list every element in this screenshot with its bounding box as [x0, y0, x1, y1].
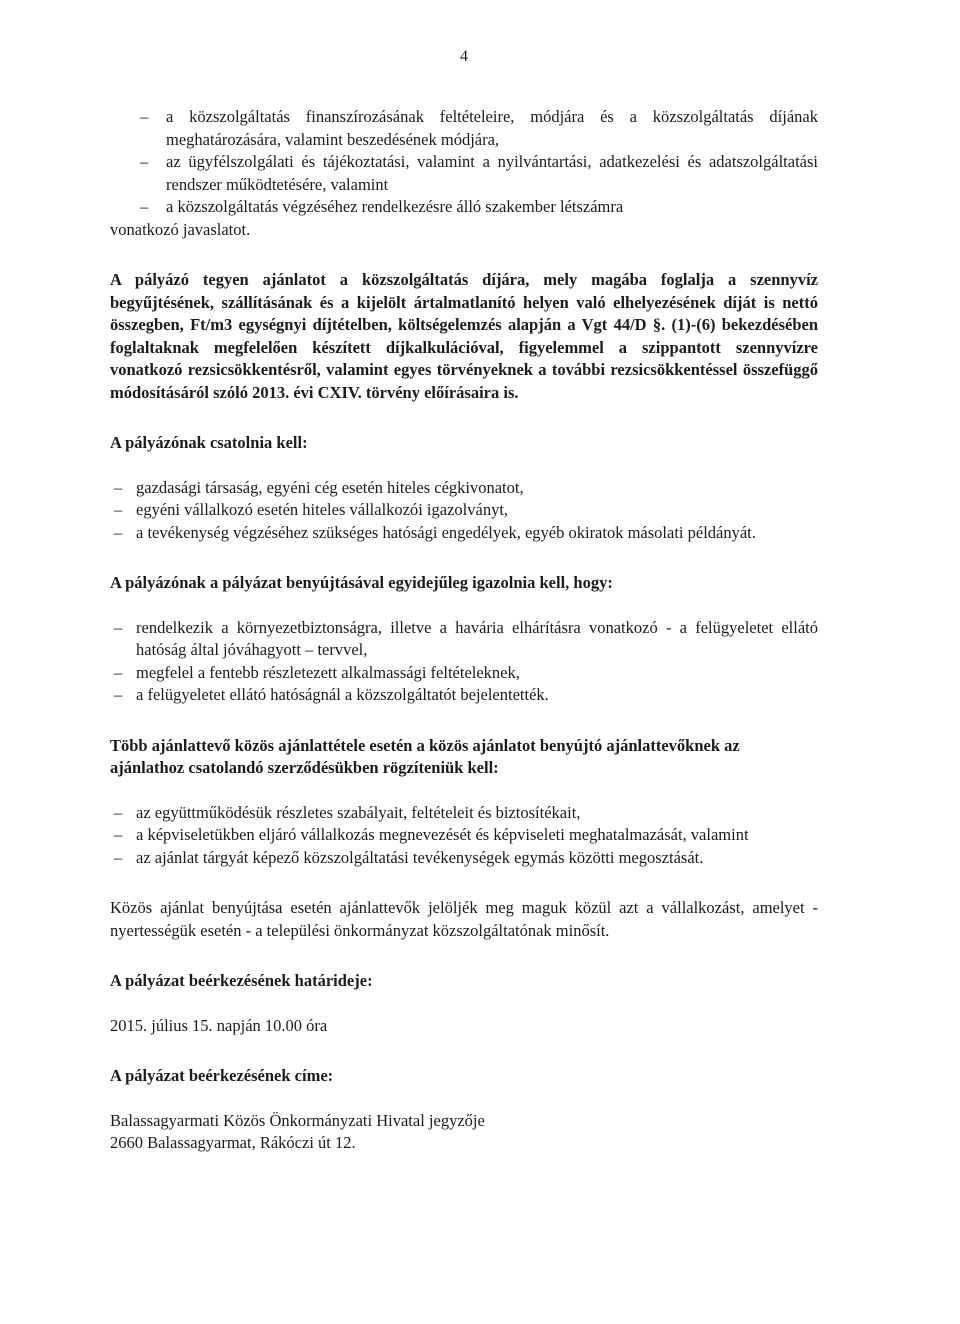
deadline-heading: A pályázat beérkezésének határideje: [110, 971, 373, 990]
list-item: – a közszolgáltatás finanszírozásának feltételeire, módjára és a közszolgáltatás díjának meghatározására, valamint beszedésének módjára, [110, 106, 818, 151]
certification-heading: A pályázónak a pályázat benyújtásával egyidejűleg igazolnia kell, hogy: [110, 573, 613, 592]
list-item: – a tevékenység végzéséhez szükséges hatósági engedélyek, egyéb okiratok másolati példányát. [110, 522, 818, 545]
list-item: – a felügyeletet ellátó hatóságnál a közszolgáltatót bejelentették. [110, 684, 818, 707]
list-item: – gazdasági társaság, egyéni cég esetén hiteles cégkivonatot, [110, 477, 818, 500]
proposal-list [110, 106, 818, 219]
address-heading: A pályázat beérkezésének címe: [110, 1066, 334, 1085]
fee-offer-paragraph: A pályázó tegyen ajánlatot a közszolgáltatás díjára, mely magába foglalja a szennyvíz begyűjtésének, szállításának és a kijelölt ártalmatlanító helyen való elhelyezésének díját is nettó összegben, Ft/m3 egységnyi díjtételben, költségelemzés alapján a Vgt 44/D §. (1)-(6) bekezdésében foglaltaknak megfelelően készített díjkalkulációval, figyelemmel a szippantott szennyvízre vonatkozó rezsicsökkentésről, valamint egyes törvényeknek a további rezsicsökkentéssel összefüggő módosításáról szóló 2013. évi CXIV. törvény előírásaira is. [110, 270, 818, 402]
joint-bid-paragraph: Közös ajánlat benyújtása esetén ajánlattevők jelöljék meg maguk közül azt a vállalkozást, amelyet - nyertességük esetén - a települési önkormányzat közszolgáltatónak minősít. [110, 898, 818, 940]
list-item: – az ügyfélszolgálati és tájékoztatási, valamint a nyilvántartási, adatkezelési és adatszolgáltatási rendszer működtetésére, valamint [110, 151, 818, 196]
list-item: – a képviseletükben eljáró vállalkozás megnevezését és képviseleti meghatalmazását, valamint [110, 824, 818, 847]
list-item: – egyéni vállalkozó esetén hiteles vállalkozói igazolványt, [110, 499, 818, 522]
attachments-heading: A pályázónak csatolnia kell: [110, 433, 308, 452]
list-tail-text: vonatkozó javaslatot. [110, 219, 251, 239]
attachments-list [110, 477, 818, 545]
joint-bid-list [110, 802, 818, 870]
page-number: 4 [460, 48, 468, 65]
certification-list [110, 617, 818, 707]
document-body [110, 106, 818, 1155]
list-item: – az együttműködésük részletes szabályait, feltételeit és biztosítékait, [110, 802, 818, 825]
list-item: – az ajánlat tárgyát képező közszolgáltatási tevékenységek egymás közötti megosztását. [110, 847, 818, 870]
address-line-2: 2660 Balassagyarmat, Rákóczi út 12. [110, 1133, 356, 1152]
list-item: – rendelkezik a környezetbiztonságra, illetve a havária elhárításra vonatkozó - a felügyeletet ellátó hatóság által jóváhagyott – tervvel, [110, 617, 818, 662]
list-item: – a közszolgáltatás végzéséhez rendelkezésre álló szakember létszámra [110, 196, 818, 219]
address-line-1: Balassagyarmati Közös Önkormányzati Hivatal jegyzője [110, 1110, 485, 1130]
list-item: – megfelel a fentebb részletezett alkalmassági feltételeknek, [110, 662, 818, 685]
deadline-value: 2015. július 15. napján 10.00 óra [110, 1015, 328, 1035]
joint-bid-heading: Több ajánlattevő közös ajánlattétele esetén a közös ajánlatot benyújtó ajánlattevőknek az ajánlathoz csatolandó szerződésükben rögzíteniük kell: [110, 735, 740, 777]
